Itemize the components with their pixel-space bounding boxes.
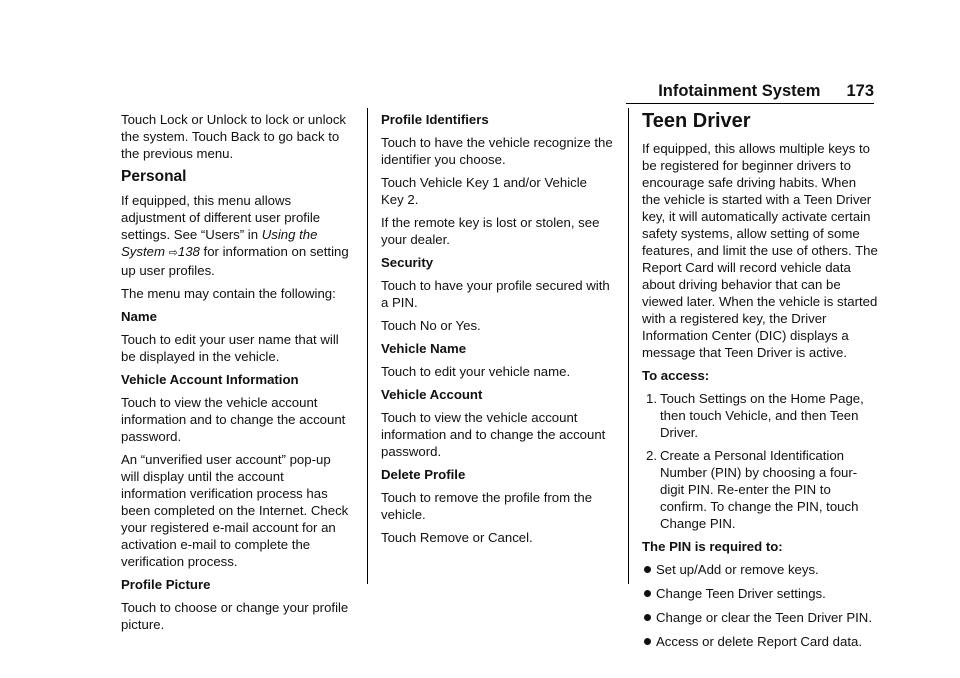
unverified-paragraph: An “unverified user account” pop-up will display until the account information verification process has been completed on the Internet. Check your registered e-mail account for an activation e-mail to complete the verification process.: [121, 452, 349, 569]
profile-picture-paragraph: Touch to choose or change your profile picture.: [121, 600, 349, 632]
no-yes-paragraph: Touch No or Yes.: [381, 318, 481, 333]
section-title: Infotainment System: [658, 82, 821, 100]
step-number: 1.: [646, 391, 657, 406]
header-rule: [626, 103, 874, 104]
teen-driver-paragraph: If equipped, this allows multiple keys to be registered for beginner drivers to encourage safe driving habits. When the vehicle is started with a Teen Driver key, it will automatically activate certain safety systems, allow setting of some features, and limit the use of others. The Report Card will record vehicle data about driving behavior that can be viewed later. When the vehicle is started with a registered key, the Driver Information Center (DIC) displays a message that Teen Driver is active.: [642, 141, 878, 360]
page-reference-number[interactable]: 138: [177, 244, 200, 259]
profile-identifiers-label: Profile Identifiers: [381, 112, 489, 127]
list-item: [642, 447, 878, 532]
profile-identifiers-paragraph: Touch to have the vehicle recognize the identifier you choose.: [381, 135, 613, 167]
delete-profile-label: Delete Profile: [381, 467, 466, 482]
list-item: Change or clear the Teen Driver PIN.: [642, 609, 878, 626]
personal-paragraph: [121, 192, 351, 279]
column-3: [642, 111, 878, 657]
vehicle-key-paragraph: Touch Vehicle Key 1 and/or Vehicle Key 2.: [381, 175, 588, 207]
list-item: Set up/Add or remove keys.: [642, 561, 878, 578]
name-paragraph: Touch to edit your user name that will be displayed in the vehicle.: [121, 332, 339, 364]
profile-picture-label: Profile Picture: [121, 577, 211, 592]
list-item: [642, 390, 878, 441]
column-1: [121, 111, 351, 639]
security-paragraph: Touch to have your profile secured with a PIN.: [381, 278, 610, 310]
security-label: Security: [381, 255, 434, 270]
step-text: Create a Personal Identification Number (PIN) by choosing a four-digit PIN. Re-enter the PIN to confirm. To change the PIN, touch Change PIN.: [660, 448, 859, 531]
personal-text-b: for information on setting up user profiles.: [121, 244, 349, 278]
step-number: 2.: [646, 448, 657, 463]
step-text: Touch Settings on the Home Page, then touch Vehicle, and then Teen Driver.: [660, 391, 864, 440]
vehicle-name-label: Vehicle Name: [381, 341, 467, 356]
page-reference-icon: ⇨: [168, 247, 178, 259]
vehicle-account-paragraph: Touch to view the vehicle account information and to change the account password.: [381, 410, 606, 459]
remove-cancel-paragraph: Touch Remove or Cancel.: [381, 530, 533, 545]
name-label: Name: [121, 309, 157, 324]
pin-required-label: The PIN is required to:: [642, 539, 783, 554]
personal-text-a: If equipped, this menu allows adjustment of different user profile settings. See “Users” in: [121, 193, 321, 242]
list-item: Access or delete Report Card data.: [642, 633, 878, 650]
cross-reference-link[interactable]: Using the System: [121, 227, 318, 259]
intro-paragraph: Touch Lock or Unlock to lock or unlock the system. Touch Back to go back to the previous menu.: [121, 112, 347, 161]
page-header: [658, 82, 874, 101]
teen-driver-heading: Teen Driver: [642, 110, 751, 132]
vehicle-name-paragraph: Touch to edit your vehicle name.: [381, 364, 571, 379]
column-divider-2: [628, 108, 629, 584]
column-2: [381, 111, 613, 552]
lost-key-paragraph: If the remote key is lost or stolen, see your dealer.: [381, 215, 600, 247]
personal-heading: Personal: [121, 168, 187, 185]
menu-paragraph: The menu may contain the following:: [121, 286, 336, 301]
page-number: 173: [846, 82, 874, 100]
access-steps-list: [642, 390, 878, 532]
pin-requirements-list: [642, 561, 878, 650]
column-divider-1: [367, 108, 368, 584]
vehicle-account-label: Vehicle Account: [381, 387, 483, 402]
vehicle-account-info-paragraph: Touch to view the vehicle account information and to change the account password.: [121, 395, 346, 444]
delete-profile-paragraph: Touch to remove the profile from the vehicle.: [381, 490, 593, 522]
list-item: Change Teen Driver settings.: [642, 585, 878, 602]
to-access-label: To access:: [642, 368, 710, 383]
vehicle-account-info-label: Vehicle Account Information: [121, 372, 299, 387]
